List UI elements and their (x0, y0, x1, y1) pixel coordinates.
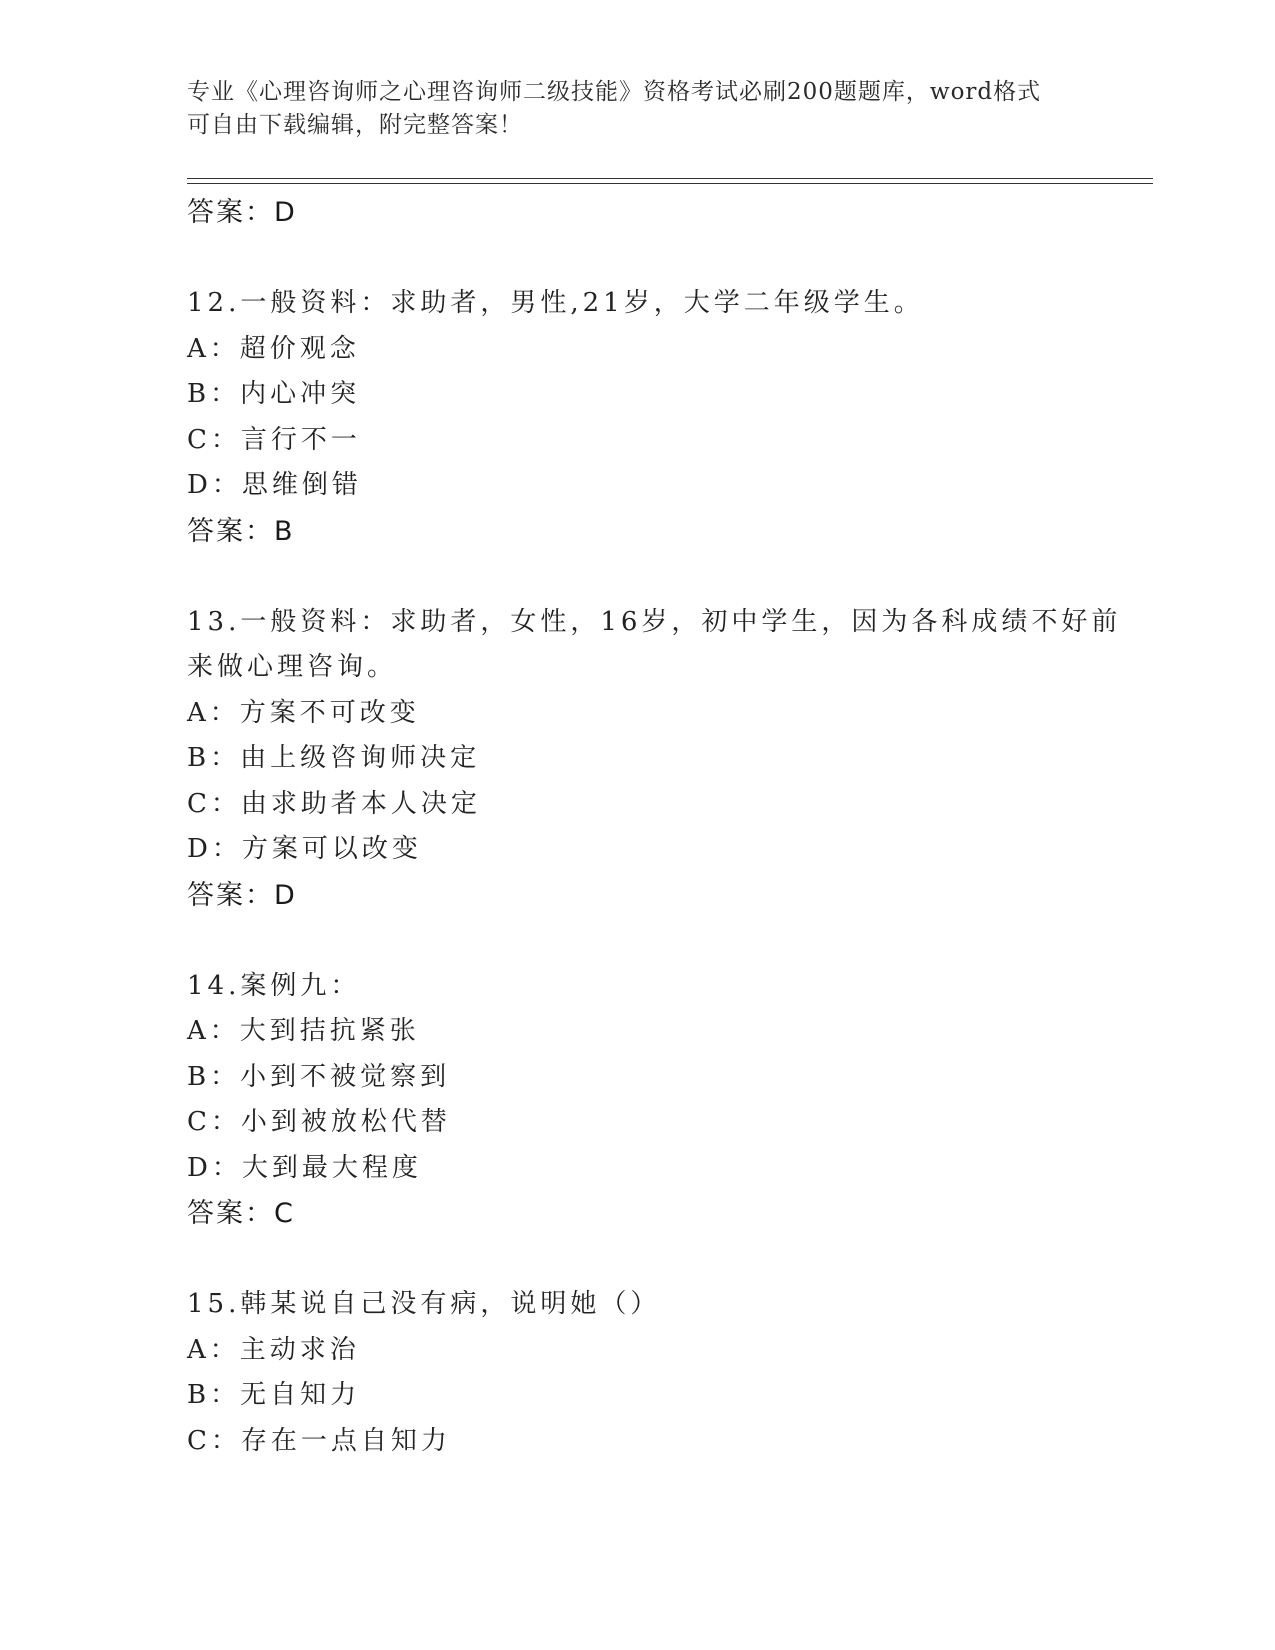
answer-value: D (274, 879, 297, 911)
document-header (187, 76, 1087, 142)
option-b: B：无自知力 (187, 1380, 361, 1410)
answer-prefix: 答案： (187, 1198, 274, 1229)
header-divider-top (187, 178, 1153, 179)
option-c: C：言行不一 (187, 424, 361, 455)
option-b: B：小到不被觉察到 (187, 1061, 451, 1092)
question-item (187, 964, 1087, 1237)
answer-value: C (274, 1198, 295, 1229)
answer-line (187, 509, 1087, 555)
answer-line (187, 873, 1087, 919)
option-a: A：方案不可改变 (187, 697, 420, 728)
answer-prefix: 答案： (187, 879, 274, 911)
question-stem: 14.案例九： (187, 970, 361, 1001)
answer-line (187, 190, 1087, 236)
question-item (187, 600, 1122, 919)
answer-prefix: 答案： (187, 197, 274, 228)
option-d: D：思维倒错 (187, 470, 362, 500)
question-stem: 12.一般资料：求助者，男性,21岁，大学二年级学生。 (187, 288, 924, 318)
answer-line (187, 1191, 1087, 1237)
option-b: B：由上级咨询师决定 (187, 743, 481, 773)
question-item (187, 281, 1087, 554)
answer-value: B (274, 515, 295, 547)
question-stem: 15.韩某说自己没有病，说明她（） (187, 1289, 661, 1319)
option-a: A：超价观念 (187, 333, 360, 364)
header-divider-bottom (187, 183, 1153, 184)
option-c: C：由求助者本人决定 (187, 788, 481, 819)
option-a: A：主动求治 (187, 1334, 360, 1365)
spacer (187, 236, 1087, 282)
option-c: C：存在一点自知力 (187, 1425, 451, 1456)
header-line-1: 专业《心理咨询师之心理咨询师二级技能》资格考试必刷200题题库，word格式 (187, 79, 1042, 105)
option-c: C：小到被放松代替 (187, 1107, 451, 1137)
question-list (187, 190, 1122, 1464)
spacer (187, 918, 1087, 964)
option-d: D：大到最大程度 (187, 1152, 422, 1183)
spacer (187, 1237, 1087, 1283)
question-stem: 13.一般资料：求助者，女性，16岁，初中学生，因为各科成绩不好前 (187, 606, 1122, 637)
spacer (187, 554, 1087, 600)
option-d: D：方案可以改变 (187, 834, 422, 864)
header-line-2: 可自由下载编辑，附完整答案！ (187, 112, 523, 138)
answer-prefix: 答案： (187, 515, 274, 547)
option-b: B：内心冲突 (187, 379, 361, 409)
question-stem-continued: 来做心理咨询。 (187, 652, 398, 682)
question-item (187, 1282, 1087, 1464)
answer-value: D (274, 197, 297, 228)
option-a: A：大到拮抗紧张 (187, 1016, 420, 1046)
